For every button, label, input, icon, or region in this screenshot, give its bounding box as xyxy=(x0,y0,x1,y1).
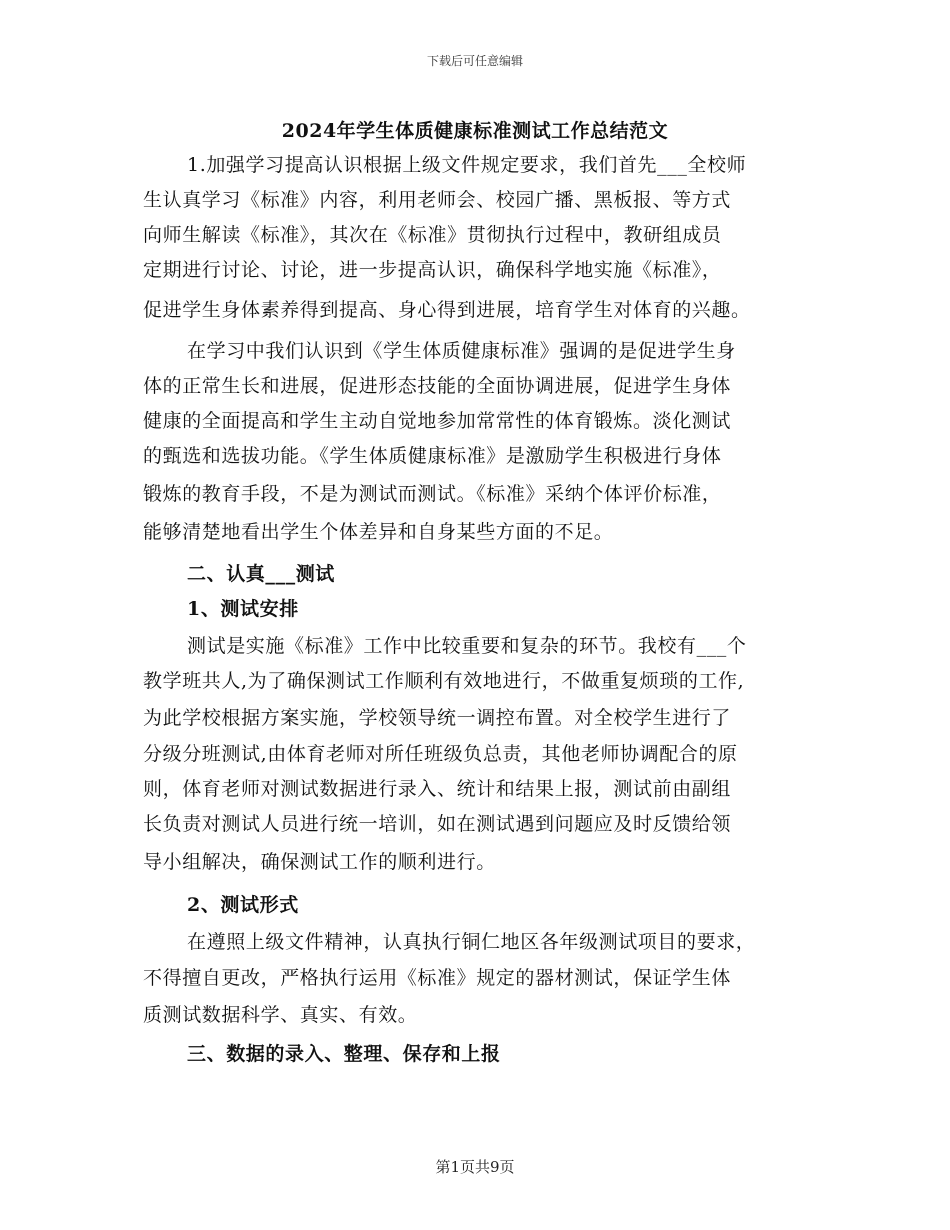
body-line: 为此学校根据方案实施，学校领导统一调控布置。对全校学生进行了 xyxy=(143,707,732,729)
body-line: 质测试数据科学、真实、有效。 xyxy=(143,1004,418,1026)
body-line: 能够清楚地看出学生个体差异和自身某些方面的不足。 xyxy=(143,521,614,543)
body-line: 教学班共人,为了确保测试工作顺利有效地进行，不做重复烦琐的工作, xyxy=(143,670,745,692)
body-line: 健康的全面提高和学生主动自觉地参加常常性的体育锻炼。淡化测试 xyxy=(143,410,732,432)
body-line: 在遵照上级文件精神，认真执行铜仁地区各年级测试项目的要求， xyxy=(187,931,756,953)
body-line: 1.加强学习提高认识根据上级文件规定要求，我们首先___全校师 xyxy=(187,154,747,176)
page-number: 第1页共9页 xyxy=(435,1158,515,1176)
body-line: 长负责对测试人员进行统一培训，如在测试遇到问题应及时反馈给领 xyxy=(143,813,732,835)
body-line: 向师生解读《标准》，其次在《标准》贯彻执行过程中，教研组成员 xyxy=(143,224,722,246)
body-line: 锻炼的教育手段，不是为测试而测试。《标准》采纳个体评价标准， xyxy=(143,483,722,505)
subsection-heading: 1、测试安排 xyxy=(187,598,299,620)
section-heading: 三、数据的录入、整理、保存和上报 xyxy=(187,1043,501,1065)
body-line: 定期进行讨论、讨论，进一步提高认识，确保科学地实施《标准》， xyxy=(143,259,722,281)
body-line: 则，体育老师对测试数据进行录入、统计和结果上报，测试前由副组 xyxy=(143,778,732,800)
body-line: 不得擅自更改，严格执行运用《标准》规定的器材测试，保证学生体 xyxy=(143,967,732,989)
document-title: 2024年学生体质健康标准测试工作总结范文 xyxy=(281,120,669,142)
subsection-heading: 2、测试形式 xyxy=(187,894,299,916)
body-line: 在学习中我们认识到《学生体质健康标准》强调的是促进学生身 xyxy=(187,340,736,362)
body-line: 分级分班测试,由体育老师对所任班级负总责，其他老师协调配合的原 xyxy=(143,743,738,765)
body-line: 体的正常生长和进展，促进形态技能的全面协调进展，促进学生身体 xyxy=(143,375,732,397)
header-note: 下载后可任意编辑 xyxy=(426,54,523,68)
body-line: 导小组解决，确保测试工作的顺利进行。 xyxy=(143,851,496,873)
section-heading: 二、认真___测试 xyxy=(187,563,335,585)
body-line: 生认真学习《标准》内容，利用老师会、校园广播、黑板报、等方式 xyxy=(143,189,732,211)
body-line: 测试是实施《标准》工作中比较重要和复杂的环节。我校有___个 xyxy=(187,635,747,657)
body-line: 促进学生身体素养得到提高、身心得到进展，培育学生对体育的兴趣。 xyxy=(143,299,751,321)
body-line: 的甄选和选拔功能。《学生体质健康标准》是激励学生积极进行身体 xyxy=(143,445,722,467)
